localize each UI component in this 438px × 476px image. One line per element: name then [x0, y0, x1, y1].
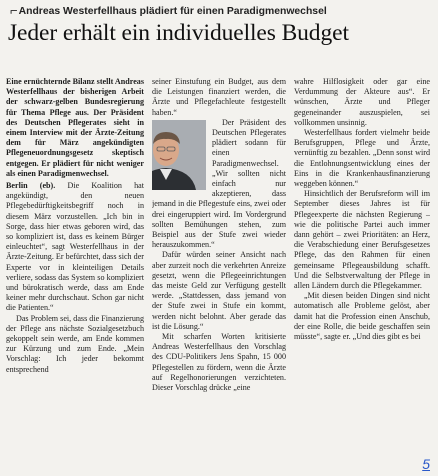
column-3-paragraph-2: Westerfellhaus fordert vielmehr beide Berufsgruppen, Pflege und Ärzte, vernünftig zu bezahlen. „Denn sonst wird die Entlohnungsentwicklung eines der Eins in die Krankenhausfinanzierung weggeben können.“: [294, 128, 430, 189]
column-1-paragraph-2: Das Problem sei, dass die Finanzierung der Pflege ans nächste Sozialgesetzbuch gekoppelt sein werde, am Ende kommen zur Kürzung und zum Ende. „Mein Vorschlag: Ich jeder bekommt entsprechend: [6, 313, 144, 374]
portrait-photo: [152, 120, 206, 190]
column-1-paragraph-1: [6, 181, 144, 314]
column-2-paragraph-4: Mit scharfen Worten kritisierte Andreas Westerfellhaus den Vorschlag des CDU-Politikers Jens Spahn, 15 000 Pflegestellen zu fördern, wenn die Ärzte auf Regelhonorierungen verzichteten. Dieser Vorschlag drücke „eine: [152, 332, 286, 393]
dateline: Berlin (eb).: [6, 181, 56, 191]
portrait-image: [152, 120, 206, 190]
column-3-paragraph-1: wahre Hilflosigkeit oder gar eine Verdummung der Akteure aus“. Er wünschen, Ärzte und Pfleger gegeneinander auszuspielen, sei vollkommen unsinnig.: [294, 77, 430, 127]
column-3-paragraph-3: Hinsichtlich der Berufsreform will im September dieses Jahres ist für Pflegeexperte die nächsten Regierung – wie die politische Partei auch immer dann gehört – zwei Prioritäten: an Herz, die Verabschiedung einer Berufsgesetzes Pflege, das den Rahmen für einen gemeinsame Pflegeausbildung schafft. Und die Selbstverwaltung der Pflege in allen Ländern durch die Pflegekammer.: [294, 189, 430, 291]
kicker-text: Andreas Westerfellhaus plädiert für einen Paradigmenwechsel: [18, 6, 327, 17]
column-2-text-2: Der Präsident des Deutschen Pflegerates plädiert sodann für einen Paradigmenwechsel. „Wir sollten nicht einfach nur akzeptieren, dass jemand in die Pflegestufe eins, zwei oder drei eingeruppiert wird. Im Vordergrund sollten Bemühungen stehen, zum Beispiel aus der Stufe zwei wieder herauszukommen.“: [152, 117, 286, 250]
page-number: [422, 456, 430, 472]
column-3: [294, 77, 430, 473]
column-2-paragraph-3: Dafür würden seiner Ansicht nach aber zurzeit noch die verkehrten Anreize gesetzt, wenn die Pflegeeinrichtungen das meiste Geld zur Verfügung gestellt werde. „Stattdessen, dass jemand von der Stufe zwei in Stufe ein kommt, werden nicht belohnt. Aber gerade das ist die Lösung.“: [152, 250, 286, 331]
article-headline: Jeder erhält ein individuelles Budget: [8, 20, 349, 46]
page-number-text: 5: [422, 456, 430, 472]
article-lead: Eine ernüchternde Bilanz stellt Andreas Westerfellhaus der bisherigen Arbeit der schwarz-gelben Bundesregierung für Thema Pflege aus. Der Präsident des Deutschen Pflegerates sieht in einem Interview mit der Ärzte-Zeitung dem für März angekündigten Pflegeneuordnungsgesetz skeptisch entgegen. Er plädiert für nicht weniger als einen Paradigmenwechsel.: [6, 77, 144, 178]
column-3-paragraph-4: „Mit diesen beiden Dingen sind nicht automatisch alle Probleme gelöst, aber damit hat die Profession einen Anschub, der eine Rolle, die beide geschaffen sein müsste“, sagte er. „Und dies gibt es bei: [294, 291, 430, 342]
column-1: [6, 77, 144, 473]
column-1-text-1: Die Koalition hat angekündigt, den neuen Pflegebedürftigkeitsbegriff noch in diesem März vorzustellen. „Ich bin in Sorge, dass hier etwas geboren wird, das so kompliziert ist, dass es keinem Bürger einleuchtet“, sagt Westerfellhaus in der Ärzte-Zeitung. Er befürchtet, dass sich der Experte vor in kleinteiligen Details verliere, sodass das System so kompliziert und bürokratisch werde, dass am Ende keiner mehr durchschaut. Schon gar nicht die Patienten.“: [6, 181, 144, 313]
article-kicker: [10, 4, 430, 18]
corner-mark-icon: ⌐: [10, 3, 18, 18]
column-2: [152, 77, 286, 473]
column-2-paragraph-1: seiner Einstufung ein Budget, aus dem die Leistungen finanziert werden, die Ärzte und Pflegefachleute festgestellt haben.“: [152, 77, 286, 117]
column-2-paragraph-2: [152, 118, 286, 251]
